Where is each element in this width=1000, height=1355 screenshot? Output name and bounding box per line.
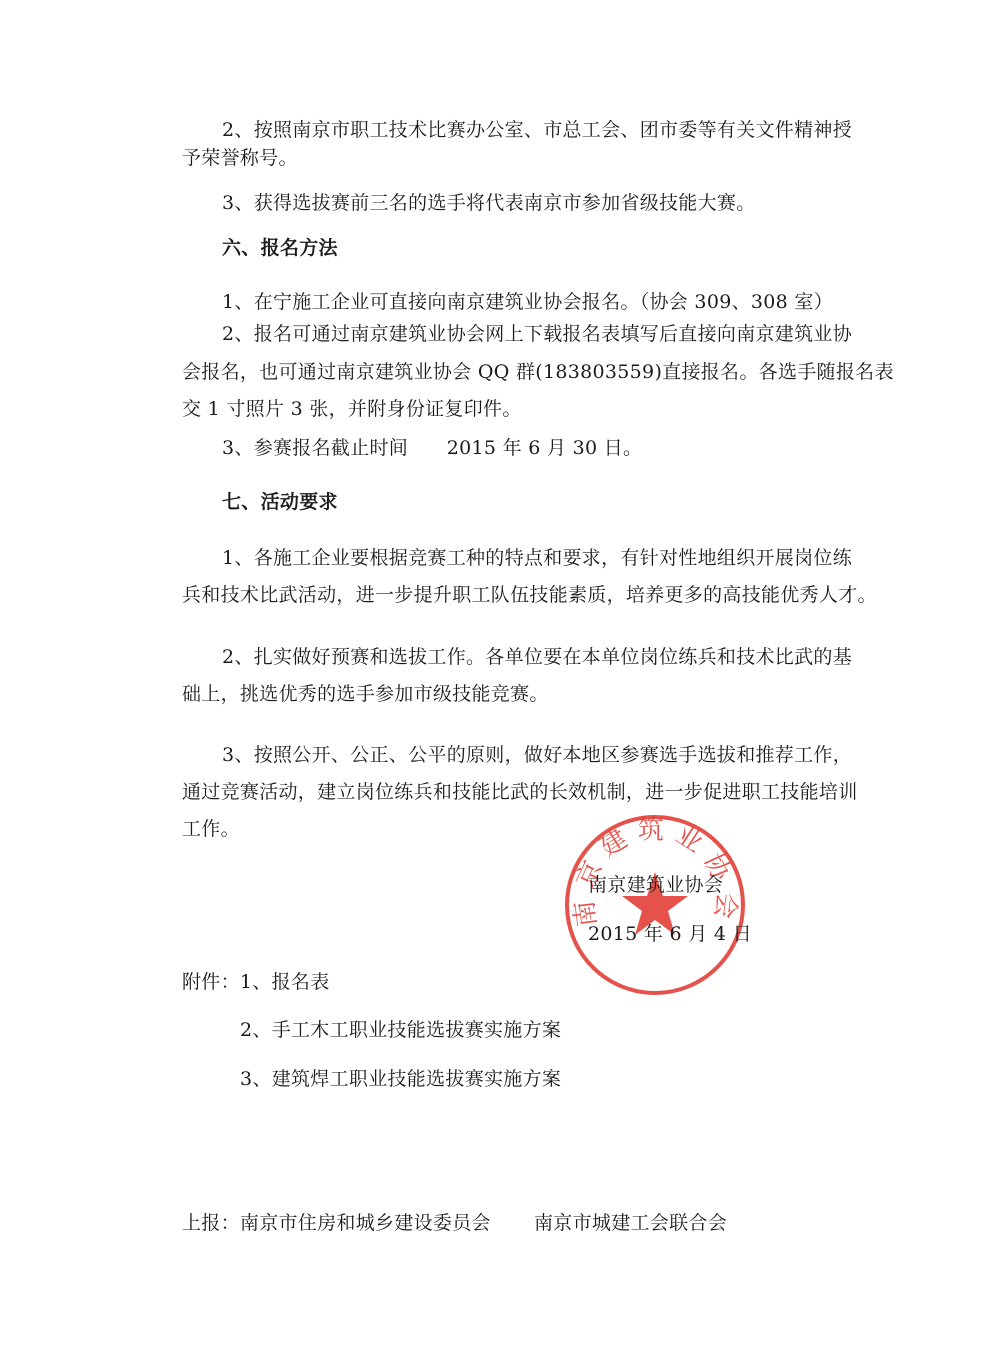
report-to-second: 南京市城建工会联合会: [534, 1212, 728, 1234]
s7-p2-line1: 2、扎实做好预赛和选拔工作。各单位要在本单位岗位练兵和技术比武的基: [222, 646, 852, 668]
official-seal-stamp: [560, 810, 750, 1000]
s7-p2-line2: 础上，挑选优秀的选手参加市级技能竞赛。: [182, 683, 549, 705]
s6-p2-line2: 会报名，也可通过南京建筑业协会 QQ 群(183803559)直接报名。各选手随报名表: [182, 361, 894, 383]
s6-p1: 1、在宁施工企业可直接向南京建筑业协会报名。（协会 309、308 室）: [222, 291, 833, 313]
s5-p3: 3、获得选拔赛前三名的选手将代表南京市参加省级技能大赛。: [222, 192, 756, 214]
s5-p2-line1: 2、按照南京市职工技术比赛办公室、市总工会、团市委等有关文件精神授: [222, 119, 852, 141]
s7-p3-line1: 3、按照公开、公正、公平的原则，做好本地区参赛选手选拔和推荐工作，: [222, 744, 852, 766]
attachment-item-3: 3、建筑焊工职业技能选拔赛实施方案: [240, 1068, 562, 1090]
attachment-item-1: 附件：1、报名表: [182, 971, 330, 993]
s6-p3: 3、参赛报名截止时间 2015 年 6 月 30 日。: [222, 437, 643, 459]
s5-p2-line2: 予荣誉称号。: [182, 147, 298, 169]
s6-p2-line3: 交 1 寸照片 3 张，并附身份证复印件。: [182, 398, 522, 420]
section7-heading: 七、活动要求: [222, 491, 338, 513]
report-to-label: 上报：南京市住房和城乡建设委员会: [182, 1212, 491, 1234]
s7-p1-line1: 1、各施工企业要根据竞赛工种的特点和要求，有针对性地组织开展岗位练: [222, 547, 852, 569]
section6-heading: 六、报名方法: [222, 237, 338, 259]
s6-p2-line1: 2、报名可通过南京建筑业协会网上下载报名表填写后直接向南京建筑业协: [222, 323, 852, 345]
seal-text: 南京建筑业协会: [568, 815, 742, 930]
signature-date: 2015 年 6 月 4 日: [588, 923, 752, 945]
signature-org: 南京建筑业协会: [588, 874, 724, 896]
s7-p3-line2: 通过竞赛活动，建立岗位练兵和技能比武的长效机制，进一步促进职工技能培训: [182, 781, 858, 803]
attachment-item-2: 2、手工木工职业技能选拔赛实施方案: [240, 1019, 562, 1041]
s7-p3-line3: 工作。: [182, 818, 240, 840]
s7-p1-line2: 兵和技术比武活动，进一步提升职工队伍技能素质，培养更多的高技能优秀人才。: [182, 584, 877, 606]
